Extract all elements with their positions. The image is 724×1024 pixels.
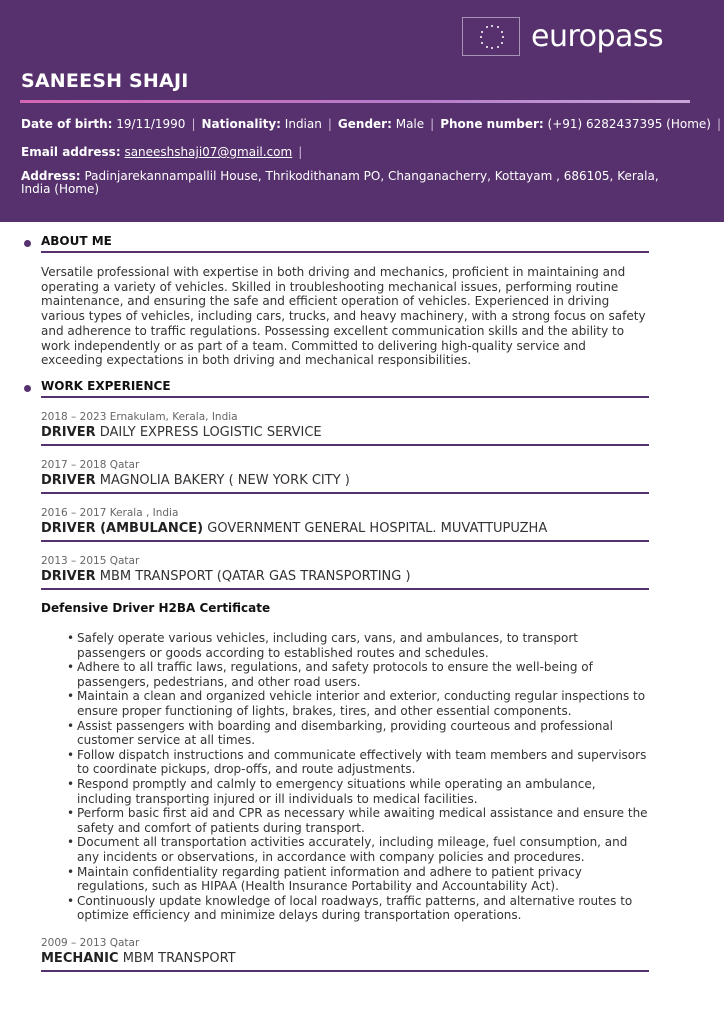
duty-item: • Safely operate various vehicles, including cars, vans, and ambulances, to transport passengers or goods according to established routes and schedules.	[58, 631, 648, 660]
eu-star-icon	[497, 26, 499, 28]
job-title-line	[41, 951, 649, 966]
job-date: 2017 – 2018 Qatar	[41, 459, 140, 471]
logo-text: europass	[531, 19, 664, 54]
job-title-line	[41, 521, 649, 536]
separator: |	[430, 117, 435, 131]
eu-star-icon	[481, 42, 483, 44]
job-date: 2009 – 2013 Qatar	[41, 937, 140, 949]
eu-star-icon	[486, 26, 488, 28]
section-divider	[41, 396, 649, 398]
nationality-value: Indian	[284, 117, 322, 131]
separator: |	[327, 117, 332, 131]
job-title-line	[41, 425, 649, 440]
job-role: DRIVER	[41, 569, 96, 584]
job-employer: MBM TRANSPORT (QATAR GAS TRANSPORTING )	[99, 569, 411, 584]
job-divider	[41, 970, 649, 972]
dob-label: Date of birth:	[21, 117, 113, 131]
nationality-label: Nationality:	[201, 117, 281, 131]
job-divider	[41, 492, 649, 494]
gender-value: Male	[395, 117, 425, 131]
job-divider	[41, 444, 649, 446]
job-date: 2018 – 2023 Ernakulam, Kerala, India	[41, 411, 238, 423]
eu-star-icon	[491, 25, 493, 27]
address-label: Address:	[21, 169, 81, 183]
email-label: Email address:	[21, 145, 121, 159]
eu-star-icon	[486, 46, 488, 48]
duty-item: • Maintain a clean and organized vehicle interior and exterior, conducting regular inspections to ensure proper functioning of lights, brakes, tires, and other essential components.	[58, 689, 648, 718]
duty-item: • Assist passengers with boarding and disembarking, providing courteous and professional customer service at all times.	[58, 719, 648, 748]
gender-label: Gender:	[337, 117, 392, 131]
eu-star-icon	[502, 36, 504, 38]
duty-item: • Respond promptly and calmly to emergency situations while operating an ambulance, including transporting injured or ill individuals to medical facilities.	[58, 777, 648, 806]
section-bullet-icon	[24, 385, 31, 392]
separator: |	[716, 117, 722, 131]
job-employer: GOVERNMENT GENERAL HOSPITAL. MUVATTUPUZHA	[207, 521, 548, 536]
job-entry	[41, 459, 649, 494]
duty-item: • Perform basic first aid and CPR as necessary while awaiting medical assistance and ensure the safety and comfort of patients during transport.	[58, 806, 648, 835]
job-role: DRIVER	[41, 425, 96, 440]
dob-value: 19/11/1990	[116, 117, 186, 131]
section-divider	[41, 251, 649, 253]
address-line	[21, 170, 681, 196]
duty-item: • Continuously update knowledge of local roadways, traffic patterns, and alternative routes to optimize efficiency and minimize delays during transportation operations.	[58, 894, 648, 923]
job-date: 2016 – 2017 Kerala , India	[41, 507, 179, 519]
job-divider	[41, 588, 649, 590]
job-entry	[41, 555, 649, 590]
duties-list	[58, 631, 648, 923]
eu-star-icon	[491, 47, 493, 49]
job-role: DRIVER	[41, 473, 96, 488]
job-entry	[41, 411, 649, 446]
duty-item: • Follow dispatch instructions and communicate effectively with team members and supervisors to coordinate pickups, drop-offs, and route adjustments.	[58, 748, 648, 777]
job-employer: MAGNOLIA BAKERY ( NEW YORK CITY )	[99, 473, 350, 488]
job-entry	[41, 507, 649, 542]
address-value: Padinjarekannampallil House, Thrikodithanam PO, Changanacherry, Kottayam , 686105, Kerala, India (Home)	[21, 169, 659, 196]
email-link[interactable]: saneeshshaji07@gmail.com	[124, 145, 293, 159]
duty-item: • Document all transportation activities accurately, including mileage, fuel consumption, and any incidents or observations, in accordance with company policies and procedures.	[58, 835, 648, 864]
job-role: MECHANIC	[41, 951, 119, 966]
section-bullet-icon	[24, 240, 31, 247]
eu-star-icon	[501, 42, 503, 44]
header-banner	[0, 0, 724, 222]
work-title: WORK EXPERIENCE	[41, 379, 171, 393]
phone-label: Phone number:	[440, 117, 544, 131]
duty-item: • Adhere to all traffic laws, regulations, and safety protocols to ensure the well-being of passengers, pedestrians, and other road users.	[58, 660, 648, 689]
separator: |	[191, 117, 196, 131]
eu-star-icon	[497, 46, 499, 48]
email-line	[21, 145, 308, 159]
about-text: Versatile professional with expertise in both driving and mechanics, proficient in maintaining and operating a variety of vehicles. Skilled in troubleshooting mechanical issues, performing routine maintenance, and ensuring the safe and efficient operation of vehicles. Experienced in driving various types of vehicles, including cars, trucks, and heavy machinery, with a strong focus on safety and adherence to traffic regulations. Possessing excellent communication skills and the ability to work independently or as part of a team. Committed to delivering high-quality service and exceeding expectations in both driving and mechanical responsibilities.	[41, 265, 646, 368]
job-role: DRIVER (AMBULANCE)	[41, 521, 204, 536]
certificate-heading: Defensive Driver H2BA Certificate	[41, 601, 271, 615]
eu-star-icon	[481, 31, 483, 33]
personal-info-line	[21, 117, 724, 131]
job-employer: MBM TRANSPORT	[122, 951, 236, 966]
duty-item: • Maintain confidentiality regarding patient information and adhere to patient privacy regulations, such as HIPAA (Health Insurance Portability and Accountability Act).	[58, 865, 648, 894]
eu-stars-flag-icon	[462, 17, 520, 56]
job-date: 2013 – 2015 Qatar	[41, 555, 140, 567]
job-title-line	[41, 473, 649, 488]
eu-star-icon	[501, 31, 503, 33]
candidate-name: SANEESH SHAJI	[21, 70, 189, 92]
job-title-line	[41, 569, 649, 584]
job-entry	[41, 937, 649, 972]
about-title: ABOUT ME	[41, 234, 112, 248]
eu-star-icon	[480, 36, 482, 38]
phone-value: (+91) 6282437395 (Home)	[547, 117, 711, 131]
separator: |	[298, 145, 303, 159]
europass-logo[interactable]	[462, 17, 663, 56]
job-divider	[41, 540, 649, 542]
name-divider	[20, 100, 690, 103]
job-employer: DAILY EXPRESS LOGISTIC SERVICE	[99, 425, 322, 440]
